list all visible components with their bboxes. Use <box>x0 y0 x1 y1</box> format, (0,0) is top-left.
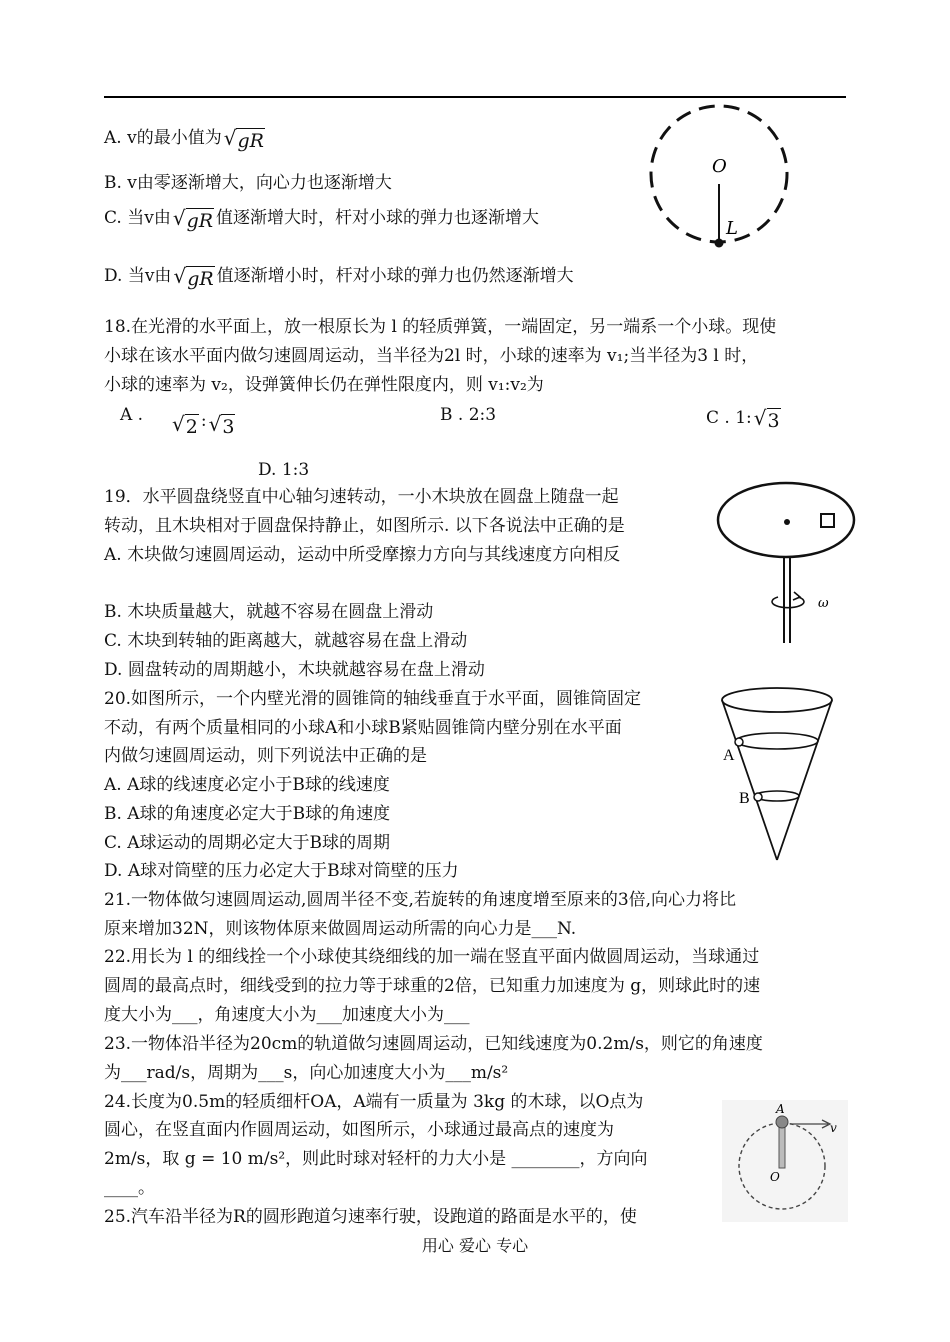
q24-line-2: 圆心，在竖直面内作圆周运动，如图所示，小球通过最高点的速度为 <box>104 1120 614 1140</box>
q20-option-c: C. A球运动的周期必定大于B球的周期 <box>104 833 390 853</box>
q19-option-d: D. 圆盘转动的周期越小，木块就越容易在盘上滑动 <box>104 660 485 680</box>
label-v: v <box>830 1121 837 1135</box>
q24-line-4: ____。 <box>104 1178 155 1198</box>
sqrt-3: √ 3 <box>753 406 780 432</box>
arrowhead-icon <box>793 592 800 600</box>
figure-rod-ball <box>722 1100 848 1222</box>
q20-line-2: 不动，有两个质量相同的小球A和小球B紧贴圆锥筒内壁分别在水平面 <box>104 718 622 738</box>
q24-line-1: 24.长度为0.5m的轻质细杆OA，A端有一质量为 3kg 的木球，以O点为 <box>104 1092 644 1112</box>
q22-line-3: 度大小为___，角速度大小为___加速度大小为___ <box>104 1005 470 1025</box>
cone-left-side <box>722 700 777 860</box>
ball-a <box>735 738 743 746</box>
sqrt-gR: √ gR <box>173 264 214 290</box>
q20-option-b: B. A球的角速度必定大于B球的角速度 <box>104 804 391 824</box>
q18-line-1: 18.在光滑的水平面上，放一根原长为 l 的轻质弹簧，一端固定，另一端系一个小球。现使 <box>104 317 777 337</box>
label-omega: ω <box>818 596 829 611</box>
block-square <box>821 514 834 527</box>
q19-option-c: C. 木块到转轴的距离越大，就越容易在盘上滑动 <box>104 631 468 651</box>
q17-option-a: A. v的最小值为 √ gR <box>104 126 264 152</box>
sqrt-gR: √ gR <box>172 206 214 232</box>
ball-b <box>754 793 762 801</box>
cone-rim <box>722 688 832 712</box>
q25-line-1: 25.汽车沿半径为R的圆形跑道匀速率行驶，设跑道的路面是水平的，使 <box>104 1207 637 1227</box>
sqrt-2: √ 2 <box>172 412 198 438</box>
q19-line-2: 转动，且木块相对于圆盘保持静止，如图所示. 以下各说法中正确的是 <box>104 516 625 536</box>
label-a: A <box>723 747 735 764</box>
q18-option-a-label: A . <box>120 405 144 425</box>
q23-line-2: 为___rad/s，周期为___s，向心加速度大小为___m/s² <box>104 1063 509 1083</box>
label-b: B <box>739 790 750 807</box>
sqrt-3: √ 3 <box>208 412 235 438</box>
q19-option-b: B. 木块质量越大，就越不容易在圆盘上滑动 <box>104 602 434 622</box>
q18-option-c: C . 1: √ 3 <box>706 406 780 432</box>
label-a: A <box>776 1102 785 1116</box>
q18-line-2: 小球在该水平面内做匀速圆周运动，当半径为2l 时，小球的速率为 v₁;当半径为3 l 时， <box>104 346 759 366</box>
q23-line-1: 23.一物体沿半径为20cm的轨道做匀速圆周运动，已知线速度为0.2m/s，则它的角速度 <box>104 1034 763 1054</box>
sqrt-gR: √ gR <box>223 126 264 152</box>
q21-line-1: 21.一物体做匀速圆周运动,圆周半径不变,若旋转的角速度增至原来的3倍,向心力将比 <box>104 890 737 910</box>
figure-rotating-disk <box>712 480 862 645</box>
q22-line-1: 22.用长为 l 的细线拴一个小球使其绕细线的加一端在竖直平面内做圆周运动，当球通过 <box>104 947 760 967</box>
q19-option-a: A. 木块做匀速圆周运动，运动中所受摩擦力方向与其线速度方向相反 <box>104 545 621 565</box>
q18-line-3: 小球的速率为 v₂，设弹簧伸长仍在弹性限度内，则 v₁:v₂为 <box>104 375 544 395</box>
q20-line-1: 20.如图所示，一个内壁光滑的圆锥筒的轴线垂直于水平面，圆锥筒固定 <box>104 689 642 709</box>
q17-option-d: D. 当v由 √ gR 值逐渐增小时，杆对小球的弹力也仍然逐渐增大 <box>104 264 574 290</box>
ball-dot <box>715 239 724 248</box>
rod <box>779 1124 785 1168</box>
q18-option-d: D. 1:3 <box>258 460 310 480</box>
figure-rod-circle <box>640 98 800 258</box>
q18-option-b: B . 2:3 <box>440 405 497 425</box>
label-l: L <box>726 218 738 239</box>
cone-right-side <box>777 700 832 860</box>
q22-line-2: 圆周的最高点时，细线受到的拉力等于球重的2倍，已知重力加速度为 g，则球此时的速 <box>104 976 761 996</box>
q17-option-b: B. v由零逐渐增大，向心力也逐渐增大 <box>104 173 392 193</box>
q20-line-3: 内做匀速圆周运动，则下列说法中正确的是 <box>104 746 427 766</box>
q17-option-c: C. 当v由 √ gR 值逐渐增大时，杆对小球的弹力也逐渐增大 <box>104 206 540 232</box>
label-o: O <box>770 1170 780 1184</box>
center-dot <box>784 519 790 525</box>
q24-line-3: 2m/s，取 g = 10 m/s²，则此时球对轻杆的力大小是 ________，方向向 <box>104 1149 648 1169</box>
page-footer: 用心 爱心 专心 <box>421 1236 529 1255</box>
ball <box>776 1116 788 1128</box>
q21-line-2: 原来增加32N，则该物体原来做圆周运动所需的向心力是___N. <box>104 919 577 939</box>
label-o: O <box>712 156 727 177</box>
q18-option-a-value: √ 2 : √ 3 <box>172 411 235 438</box>
orbit-a <box>736 733 818 749</box>
q20-option-a: A. A球的线速度必定小于B球的线速度 <box>104 775 390 795</box>
q20-option-d: D. A球对筒壁的压力必定大于B球对筒壁的压力 <box>104 861 459 881</box>
q19-line-1: 19．水平圆盘绕竖直中心轴匀速转动，一小木块放在圆盘上随盘一起 <box>104 487 619 507</box>
rotation-arrow-icon <box>772 597 804 608</box>
figure-cone <box>718 680 858 865</box>
